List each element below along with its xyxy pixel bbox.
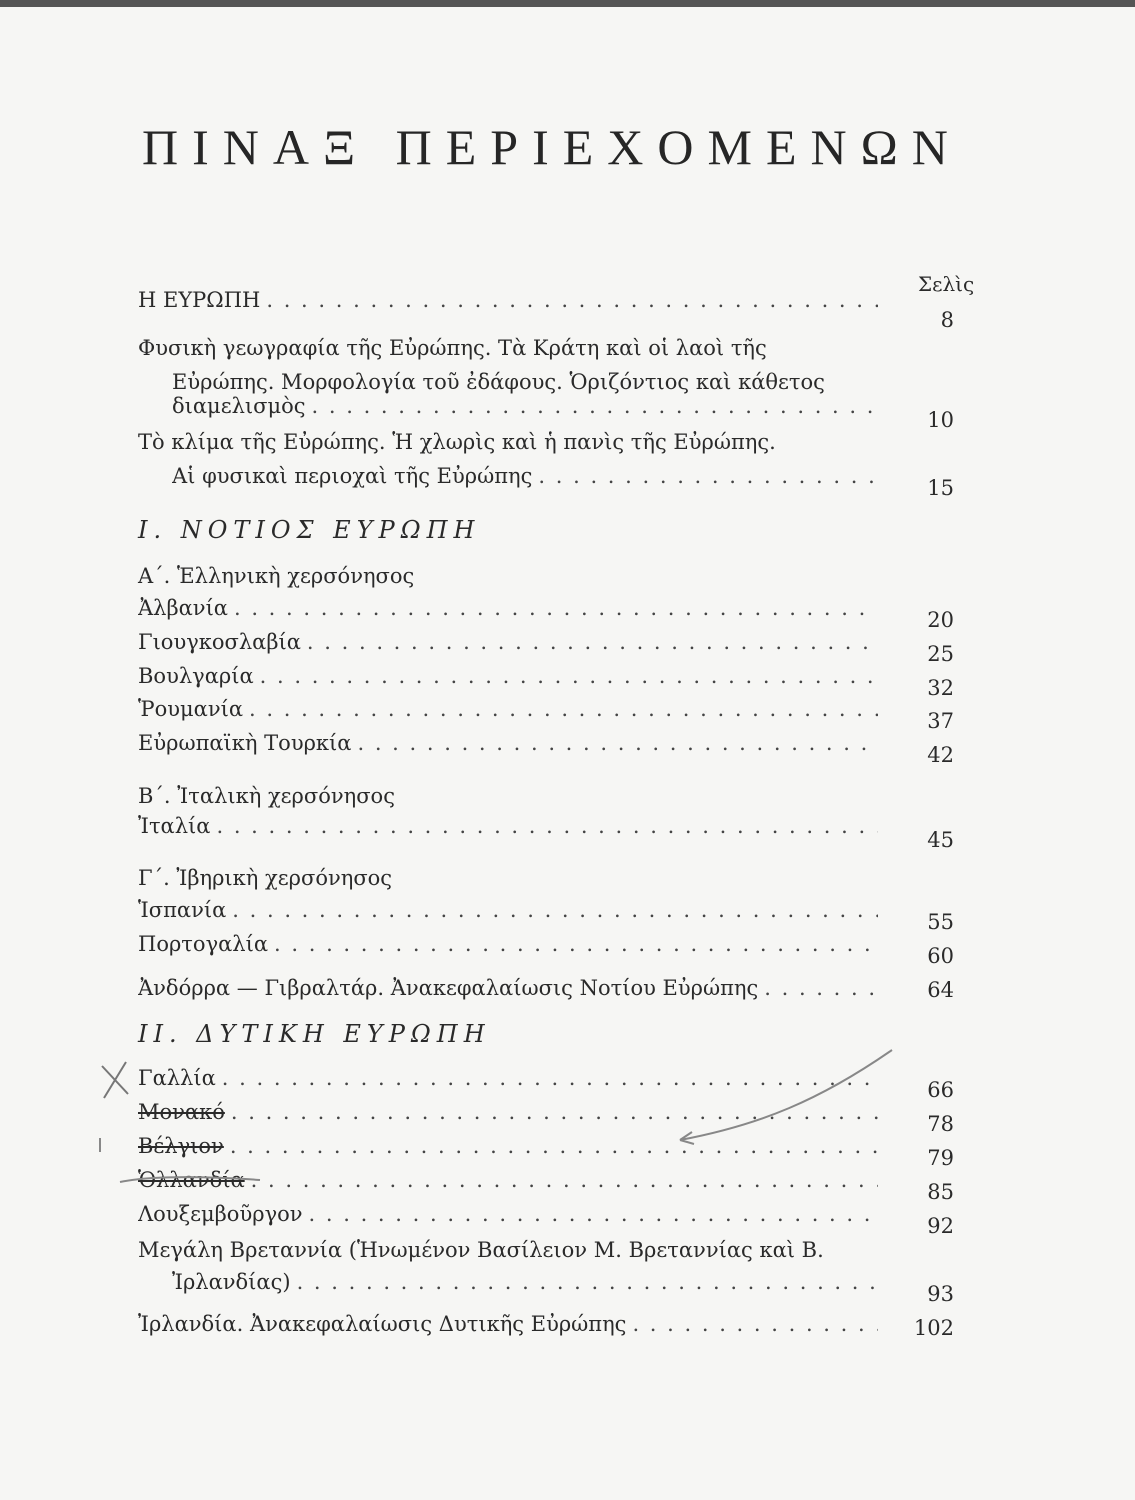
pencil-x-mark bbox=[102, 1062, 128, 1098]
toc-page-number: 20 bbox=[927, 608, 954, 632]
subsection-title: Α΄. Ἑλληνικὴ χερσόνησος bbox=[138, 564, 415, 588]
toc-entry-label: Βουλγαρία bbox=[138, 664, 254, 688]
toc-page-number: 37 bbox=[927, 709, 954, 733]
pencil-arrow-line bbox=[680, 1050, 892, 1140]
toc-entry-label: διαμελισμὸς bbox=[172, 394, 306, 418]
toc-page-number: 45 bbox=[927, 828, 954, 852]
toc-entry-label: Λουξεμβοῦργον bbox=[138, 1202, 303, 1226]
toc-page-number: 66 bbox=[927, 1078, 954, 1102]
page-title: ΠΙΝΑΞ ΠΕΡΙΕΧΟΜΕΝΩΝ bbox=[142, 119, 962, 175]
toc-page-number: 8 bbox=[940, 308, 954, 332]
toc-text-line: Φυσικὴ γεωγραφία τῆς Εὐρώπης. Τὰ Κράτη καὶ οἱ λαοὶ τῆς bbox=[138, 336, 767, 360]
toc-page-number: 79 bbox=[927, 1146, 954, 1170]
pages-column-header: Σελὶς bbox=[918, 272, 975, 296]
toc-entry-label: Ῥουμανία bbox=[138, 697, 244, 721]
toc-entry-label: Πορτογαλία bbox=[138, 932, 269, 956]
toc-entry-label: Η ΕΥΡΩΠΗ bbox=[138, 288, 261, 312]
toc-text-line: Μεγάλη Βρεταννία (Ἡνωμένον Βασίλειον Μ. Βρεταννίας καὶ Β. bbox=[138, 1238, 824, 1262]
toc-entry-label: Βέλγιον bbox=[138, 1134, 224, 1158]
toc-page-number: 60 bbox=[927, 944, 954, 968]
section-title-south-europe: Ι. ΝΟΤΙΟΣ ΕΥΡΩΠΗ bbox=[138, 516, 481, 544]
toc-entry-label: Ἰταλία bbox=[138, 814, 211, 838]
toc-page-number: 85 bbox=[927, 1180, 954, 1204]
toc-entry-label: Γιουγκοσλαβία bbox=[138, 630, 301, 654]
toc-page-number: 10 bbox=[927, 408, 954, 432]
toc-page-number: 78 bbox=[927, 1112, 954, 1136]
toc-page-number: 102 bbox=[913, 1316, 954, 1340]
toc-entry-label: Ἀλβανία bbox=[138, 596, 228, 620]
toc-text-line: Εὐρώπης. Μορφολογία τοῦ ἐδάφους. Ὁριζόντιος καὶ κάθετος bbox=[172, 370, 825, 394]
toc-page-number: 64 bbox=[927, 978, 954, 1002]
toc-entry-label: Γαλλία bbox=[138, 1066, 216, 1090]
toc-entry-label: Ἰρλανδίας) bbox=[172, 1270, 291, 1294]
toc-page-number: 55 bbox=[927, 910, 954, 934]
toc-text-line: Τὸ κλίμα τῆς Εὐρώπης. Ἡ χλωρὶς καὶ ἡ πανὶς τῆς Εὐρώπης. bbox=[138, 430, 776, 454]
toc-entry-label: Ὁλλανδία bbox=[138, 1168, 245, 1192]
toc-entry-label: Ἱσπανία bbox=[138, 898, 227, 922]
toc-page-number: 32 bbox=[927, 676, 954, 700]
toc-entry-label: Εὐρωπαϊκὴ Τουρκία bbox=[138, 731, 352, 755]
toc-page-number: 25 bbox=[927, 642, 954, 666]
subsection-title: Γ΄. Ἰβηρικὴ χερσόνησος bbox=[138, 866, 393, 890]
toc-entry-label: Ἀνδόρρα — Γιβραλτάρ. Ἀνακεφαλαίωσις Νοτίου Εὐρώπης bbox=[138, 976, 759, 1000]
pencil-underline bbox=[120, 1177, 260, 1182]
subsection-title: Β΄. Ἰταλικὴ χερσόνησος bbox=[138, 784, 395, 808]
toc-page-number: 42 bbox=[927, 743, 954, 767]
toc-page-number: 15 bbox=[927, 476, 954, 500]
toc-entry-label: Αἱ φυσικαὶ περιοχαὶ τῆς Εὐρώπης bbox=[172, 464, 533, 488]
toc-page-number: 92 bbox=[927, 1214, 954, 1238]
toc-entry-label: Μονακό bbox=[138, 1100, 225, 1124]
section-title-west-europe: ΙΙ. ΔΥΤΙΚΗ ΕΥΡΩΠΗ bbox=[138, 1020, 491, 1048]
toc-entry-label: Ἰρλανδία. Ἀνακεφαλαίωσις Δυτικῆς Εὐρώπης bbox=[138, 1312, 627, 1336]
toc-page-number: 93 bbox=[927, 1282, 954, 1306]
